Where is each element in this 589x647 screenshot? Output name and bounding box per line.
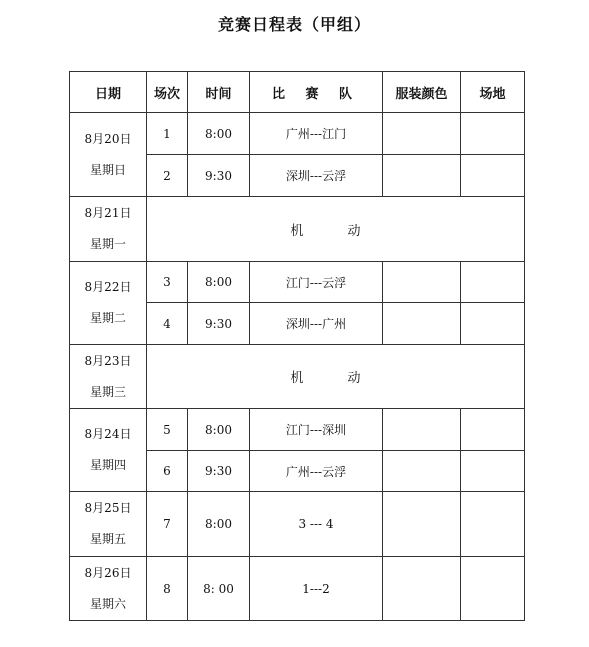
- weekday-label: 星期一: [89, 237, 126, 251]
- match-cell: 1---2: [250, 557, 383, 621]
- date-cell: [70, 409, 147, 492]
- venue-cell[interactable]: [461, 451, 525, 492]
- header-venue: 场地: [461, 72, 525, 113]
- venue-cell[interactable]: [461, 492, 525, 557]
- date-label: 8月26日: [84, 565, 132, 580]
- date-label: 8月25日: [84, 501, 132, 515]
- date-cell: [70, 492, 147, 557]
- weekday-label: 星期四: [89, 458, 126, 472]
- round-cell: 6: [147, 451, 188, 492]
- uniform-cell[interactable]: [383, 303, 461, 345]
- time-cell: 8:00: [188, 113, 250, 155]
- date-cell: [70, 197, 147, 262]
- round-cell: 5: [147, 409, 188, 451]
- round-cell: 4: [147, 303, 188, 345]
- uniform-cell[interactable]: [383, 155, 461, 197]
- schedule-table: [69, 71, 525, 621]
- match-cell: 江门---云浮: [250, 262, 383, 303]
- table-row: [70, 113, 525, 155]
- match-cell: 深圳---广州: [250, 303, 383, 345]
- reserve-day-cell: 机 动: [147, 197, 525, 262]
- venue-cell[interactable]: [461, 557, 525, 621]
- round-cell: 2: [147, 155, 188, 197]
- header-row: [70, 72, 525, 113]
- weekday-label: 星期三: [89, 384, 126, 399]
- time-cell: 8:00: [188, 262, 250, 303]
- header-date: 日期: [70, 72, 147, 113]
- uniform-cell[interactable]: [383, 451, 461, 492]
- time-cell: 9:30: [188, 303, 250, 345]
- date-cell: [70, 557, 147, 621]
- venue-cell[interactable]: [461, 409, 525, 451]
- date-cell: [70, 262, 147, 345]
- date-cell: [70, 345, 147, 409]
- header-match: 比 赛 队: [250, 72, 383, 113]
- uniform-cell[interactable]: [383, 492, 461, 557]
- match-cell: 江门---深圳: [250, 409, 383, 451]
- weekday-label: 星期六: [89, 596, 126, 611]
- date-label: 8月21日: [84, 206, 132, 220]
- venue-cell[interactable]: [461, 113, 525, 155]
- table-row: [70, 197, 525, 262]
- header-time: 时间: [188, 72, 250, 113]
- weekday-label: 星期二: [89, 311, 126, 325]
- date-label: 8月23日: [84, 353, 132, 368]
- header-round: 场次: [147, 72, 188, 113]
- uniform-cell[interactable]: [383, 262, 461, 303]
- reserve-day-cell: 机 动: [147, 345, 525, 409]
- time-cell: 8:00: [188, 492, 250, 557]
- time-cell: 9:30: [188, 451, 250, 492]
- match-cell: 深圳---云浮: [250, 155, 383, 197]
- venue-cell[interactable]: [461, 303, 525, 345]
- table-row: [70, 345, 525, 409]
- uniform-cell[interactable]: [383, 409, 461, 451]
- match-cell: 广州---云浮: [250, 451, 383, 492]
- date-label: 8月24日: [84, 427, 132, 441]
- table-row: [70, 409, 525, 451]
- match-cell: 3 --- 4: [250, 492, 383, 557]
- venue-cell[interactable]: [461, 155, 525, 197]
- table-row: [70, 557, 525, 621]
- date-label: 8月20日: [84, 131, 132, 146]
- venue-cell[interactable]: [461, 262, 525, 303]
- weekday-label: 星期日: [89, 162, 126, 177]
- match-cell: 广州---江门: [250, 113, 383, 155]
- date-cell: [70, 113, 147, 197]
- time-cell: 9:30: [188, 155, 250, 197]
- round-cell: 3: [147, 262, 188, 303]
- time-cell: 8: 00: [188, 557, 250, 621]
- time-cell: 8:00: [188, 409, 250, 451]
- uniform-cell[interactable]: [383, 557, 461, 621]
- round-cell: 7: [147, 492, 188, 557]
- table-row: [70, 262, 525, 303]
- round-cell: 8: [147, 557, 188, 621]
- table-row: [70, 492, 525, 557]
- uniform-cell[interactable]: [383, 113, 461, 155]
- header-uniform: 服装颜色: [383, 72, 461, 113]
- weekday-label: 星期五: [89, 532, 126, 546]
- date-label: 8月22日: [84, 280, 132, 294]
- page-title: 竞赛日程表（甲组）: [217, 15, 371, 34]
- round-cell: 1: [147, 113, 188, 155]
